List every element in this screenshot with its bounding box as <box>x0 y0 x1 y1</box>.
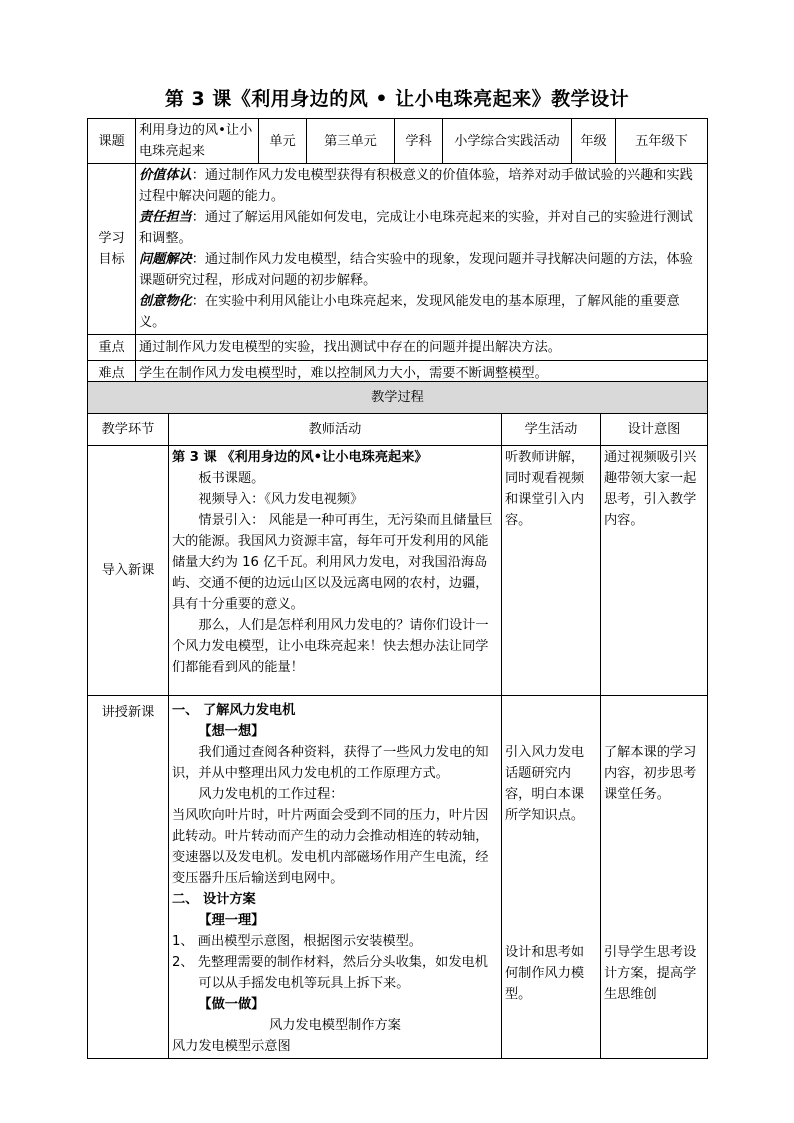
teach-student-2: 设计和思考如何制作风力模型。 <box>505 945 585 1002</box>
teach-h2: 二、 设计方案 <box>172 892 256 907</box>
grade-label: 年级 <box>572 119 616 164</box>
teach-p3: 当风吹向叶片时，叶片两面会受到不同的压力，叶片因此转动。叶片转动而产生的动力会推动相连的转动轴，变速器以及发电机。发电机内部磁场作用产生电流，经变压器升压后输送到电网中。 <box>172 808 489 886</box>
col-intent: 设计意图 <box>601 414 708 446</box>
intro-heading: 第 3 课 《利用身边的风•让小电珠亮起来》 <box>172 450 428 465</box>
teach-intent-2: 引导学生思考设计方案，提高学生思维创 <box>604 945 697 1002</box>
difficulty-text: 学生在制作风力发电模型时，难以控制风力大小，需要不断调整模型。 <box>136 361 708 387</box>
think-label: 【想一想】 <box>198 724 265 739</box>
goal-item: 价值体认：通过制作风力发电模型获得有积极意义的价值体验，培养对动手做试验的兴趣和实践过程中解决问题的能力。 <box>139 168 693 204</box>
stage-teach: 讲授新课 <box>88 696 169 1059</box>
goals-label: 学习目标 <box>88 164 136 335</box>
col-teacher: 教师活动 <box>169 414 502 446</box>
subject-value: 小学综合实践活动 <box>443 119 572 164</box>
intro-p2: 视频导入：《风力发电视频》 <box>198 492 364 507</box>
intro-teacher <box>169 446 502 696</box>
stage-intro: 导入新课 <box>88 446 169 696</box>
teach-h1: 一、 了解风力发电机 <box>172 703 296 718</box>
teach-teacher <box>169 696 502 1059</box>
step-2: 2、 先整理需要的制作材料，然后分头收集，如发电机可以从手摇发电机等玩具上拆下来。 <box>172 955 488 991</box>
intro-p1: 板书课题。 <box>198 471 265 486</box>
topic-label: 课题 <box>88 119 136 164</box>
do-label: 【做一做】 <box>198 997 265 1012</box>
process-header: 教学过程 <box>88 382 708 414</box>
plan-title: 风力发电模型制作方案 <box>269 1018 401 1033</box>
unit-value: 第三单元 <box>307 119 395 164</box>
step-1: 1、 画出模型示意图，根据图示安装模型。 <box>172 934 422 949</box>
teach-student <box>502 696 601 1059</box>
teach-p2: 风力发电机的工作过程： <box>198 787 344 802</box>
subject-label: 学科 <box>395 119 443 164</box>
goals-content <box>136 164 708 335</box>
topic-value: 利用身边的风•让小电珠亮起来 <box>136 119 259 164</box>
info-table <box>87 118 708 387</box>
process-table <box>87 381 708 1059</box>
col-student: 学生活动 <box>502 414 601 446</box>
key-point-label: 重点 <box>88 335 136 361</box>
page-title: 第 3 课《利用身边的风 • 让小电珠亮起来》教学设计 <box>164 88 630 110</box>
intro-p4: 那么，人们是怎样利用风力发电的？请你们设计一个风力发电模型，让小电珠亮起来！快去想办法让同学们都能看到风的能量！ <box>172 618 489 675</box>
goal-item: 创意物化：在实验中利用风能让小电珠亮起来，发现风能发电的基本原理，了解风能的重要意义。 <box>139 294 680 330</box>
unit-label: 单元 <box>259 119 307 164</box>
goal-item: 责任担当：通过了解运用风能如何发电，完成让小电珠亮起来的实验，并对自己的实验进行测试和调整。 <box>139 210 693 246</box>
key-point-text: 通过制作风力发电模型的实验，找出测试中存在的问题并提出解决方法。 <box>136 335 708 361</box>
intro-student: 听教师讲解，同时观看视频和课堂引入内容。 <box>502 446 601 696</box>
sort-label: 【理一理】 <box>198 913 265 928</box>
teach-intent-1: 了解本课的学习内容，初步思考课堂任务。 <box>604 745 697 802</box>
goal-item: 问题解决：通过制作风力发电模型，结合实验中的现象，发现问题并寻找解决问题的方法，体验课题研究过程，形成对问题的初步解释。 <box>139 252 693 288</box>
teach-student-1: 引入风力发电话题研究内容，明白本课所学知识点。 <box>505 745 585 823</box>
difficulty-label: 难点 <box>88 361 136 387</box>
intro-intent: 通过视频吸引兴趣带领大家一起思考，引入教学内容。 <box>601 446 708 696</box>
teach-intent <box>601 696 708 1059</box>
grade-value: 五年级下 <box>616 119 708 164</box>
diagram-title: 风力发电模型示意图 <box>172 1039 291 1054</box>
intro-p3: 情景引入： 风能是一种可再生，无污染而且储量巨大的能源。我国风力资源丰富，每年可开发利用的风能储量大约为 16 亿千瓦。利用风力发电，对我国沿海岛屿、交通不便的边远山区以及远离电网的农村，边疆，具有十分重要的意义。 <box>172 513 493 612</box>
col-stage: 教学环节 <box>88 414 169 446</box>
teach-p1: 我们通过查阅各种资料，获得了一些风力发电的知识，并从中整理出风力发电机的工作原理方式。 <box>172 745 489 781</box>
